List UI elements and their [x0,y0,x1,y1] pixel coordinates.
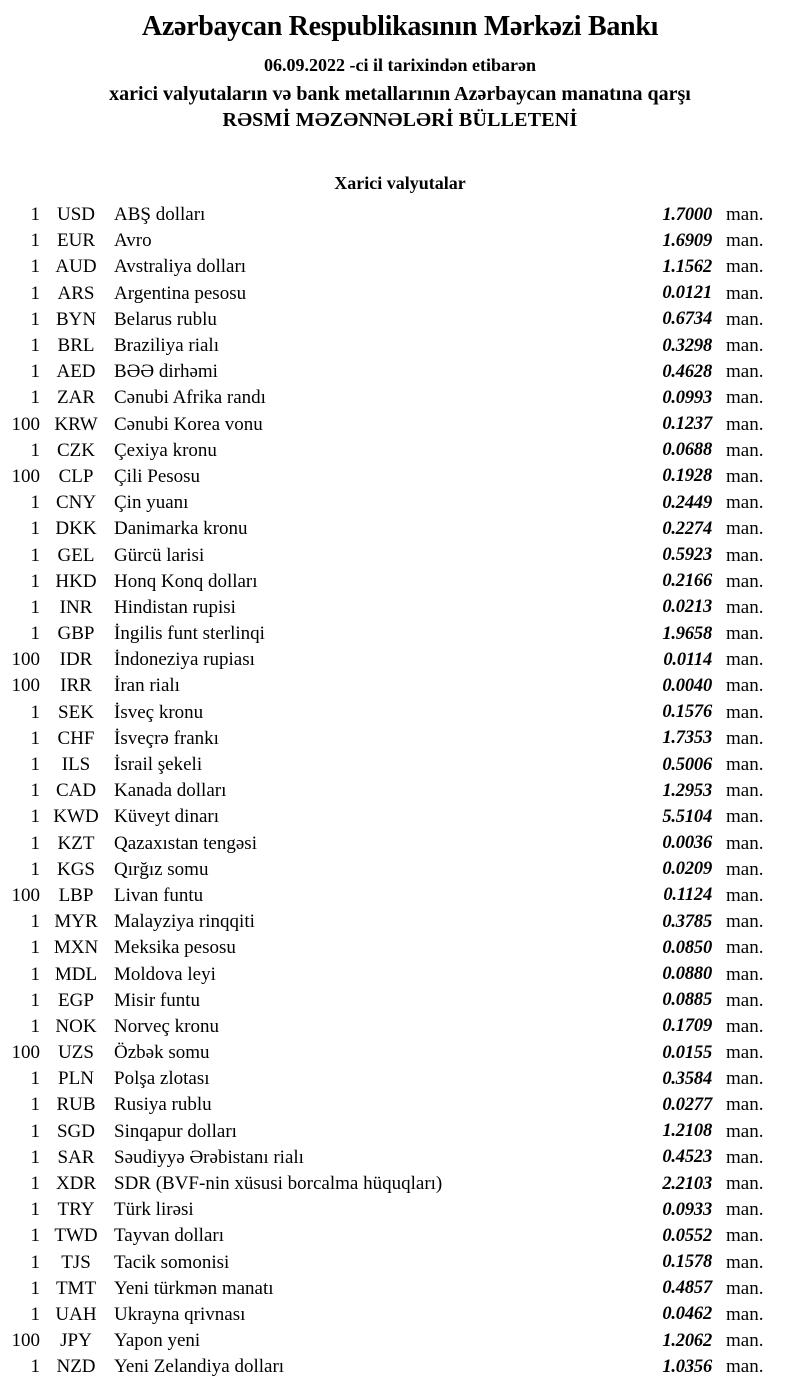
currency-code: KZT [57,832,95,854]
currency-name: Tayvan dolları [114,1225,224,1247]
currency-code: USD [56,204,95,226]
unit-label: man. [726,937,764,959]
unit-label: man. [726,727,764,749]
quantity-value: 1 [30,361,40,383]
currency-code: JPY [60,1330,92,1352]
rate-value: 5.5104 [662,806,712,827]
unit-label: man. [726,256,764,278]
rate-value: 1.2108 [662,1121,712,1142]
unit-label: man. [726,1042,764,1064]
rate-value: 0.4523 [662,1147,712,1168]
rate-row [0,831,800,857]
currency-name: Belarus rublu [114,308,217,330]
rate-value: 1.2953 [662,780,712,801]
rate-value: 1.7353 [662,728,712,749]
rate-value: 0.6734 [662,309,712,330]
rate-row [0,857,800,883]
bulletin-subtitle: xarici valyutaların və bank metallarının Azərbaycan manatına qarşı [109,83,691,105]
quantity-value: 1 [30,544,40,566]
quantity-value: 1 [30,1303,40,1325]
rate-value: 0.0885 [662,990,712,1011]
currency-code: KGS [56,858,95,880]
rate-row [0,1145,800,1171]
rate-value: 0.0933 [662,1199,712,1220]
currency-name: Tacik somonisi [114,1251,230,1273]
currency-name: Hindistan rupisi [114,596,236,618]
currency-name: Türk lirəsi [114,1199,194,1221]
quantity-value: 100 [11,884,40,906]
currency-code: TMT [55,1277,97,1299]
unit-label: man. [726,649,764,671]
currency-code: KWD [53,806,99,828]
quantity-value: 1 [30,439,40,461]
rate-row [0,438,800,464]
unit-label: man. [726,858,764,880]
rate-row [0,1354,800,1377]
currency-name: Səudiyyə Ərəbistanı rialı [114,1146,304,1168]
currency-code: CHF [57,727,95,749]
quantity-value: 1 [30,492,40,514]
unit-label: man. [726,1146,764,1168]
rate-row [0,1066,800,1092]
rate-value: 0.0213 [662,597,712,618]
currency-code: KRW [54,413,98,435]
unit-label: man. [726,335,764,357]
rate-row [0,516,800,542]
quantity-value: 1 [30,1015,40,1037]
rate-row [0,333,800,359]
quantity-value: 1 [30,596,40,618]
rate-row [0,909,800,935]
currency-name: İsveçrə frankı [114,727,219,749]
rate-value: 0.1124 [663,885,712,906]
currency-code: UZS [58,1042,94,1064]
rate-row [0,307,800,333]
unit-label: man. [726,701,764,723]
currency-name: Livan funtu [114,884,204,906]
unit-label: man. [726,387,764,409]
unit-label: man. [726,518,764,540]
currency-name: Yeni türkmən manatı [114,1277,274,1299]
rate-row [0,569,800,595]
rate-value: 1.1562 [662,256,712,277]
currency-name: Polşa zlotası [114,1068,210,1090]
rate-row [0,700,800,726]
rate-value: 1.0356 [662,1356,712,1377]
unit-label: man. [726,754,764,776]
currency-code: ZAR [57,387,95,409]
currency-code: SAR [57,1146,95,1168]
quantity-value: 1 [30,858,40,880]
currency-code: MYR [54,911,98,933]
currency-name: Moldova leyi [114,963,216,985]
currency-code: GBP [57,623,95,645]
unit-label: man. [726,1120,764,1142]
rate-value: 0.0114 [663,649,712,670]
currency-name: Danimarka kronu [114,518,248,540]
rate-value: 0.0993 [662,387,712,408]
unit-label: man. [726,1356,764,1377]
currency-code: GEL [57,544,95,566]
rate-row [0,1014,800,1040]
currency-code: CNY [55,492,97,514]
rate-row [0,1197,800,1223]
rate-row [0,1302,800,1328]
quantity-value: 1 [30,1120,40,1142]
rate-row [0,883,800,909]
quantity-value: 1 [30,1225,40,1247]
currency-code: LBP [58,884,94,906]
rate-row [0,1171,800,1197]
quantity-value: 1 [30,754,40,776]
rate-value: 0.5923 [662,545,712,566]
rate-row [0,752,800,778]
currency-code: CAD [55,780,97,802]
currency-code: MXN [53,937,99,959]
rate-value: 0.1928 [662,466,712,487]
unit-label: man. [726,308,764,330]
effective-date-line: 06.09.2022 -ci il tarixindən etibarən [264,55,536,75]
rate-value: 1.2062 [662,1330,712,1351]
quantity-value: 1 [30,911,40,933]
unit-label: man. [726,570,764,592]
currency-code: EUR [57,230,95,252]
rate-row [0,281,800,307]
unit-label: man. [726,911,764,933]
rate-row [0,778,800,804]
unit-label: man. [726,282,764,304]
currency-name: Küveyt dinarı [114,806,220,828]
quantity-value: 1 [30,1094,40,1116]
rate-value: 0.1576 [662,702,712,723]
unit-label: man. [726,1068,764,1090]
currency-code: CZK [57,439,95,461]
currency-code: PLN [58,1068,94,1090]
rate-value: 0.4857 [662,1278,712,1299]
currency-name: Özbək somu [114,1042,210,1064]
rate-value: 0.0880 [662,964,712,985]
currency-code: DKK [55,518,97,540]
currency-name: Argentina pesosu [114,282,247,304]
unit-label: man. [726,1251,764,1273]
rate-row [0,1040,800,1066]
currency-name: Cənubi Afrika randı [114,387,266,409]
unit-label: man. [726,1225,764,1247]
quantity-value: 1 [30,806,40,828]
rate-value: 0.0121 [662,283,712,304]
currency-code: SEK [58,701,94,723]
unit-label: man. [726,361,764,383]
currency-name: Sinqapur dolları [114,1120,237,1142]
currency-name: Avro [114,230,152,252]
quantity-value: 1 [30,963,40,985]
rate-value: 0.0688 [662,440,712,461]
rate-row [0,202,800,228]
unit-label: man. [726,1330,764,1352]
unit-label: man. [726,492,764,514]
unit-label: man. [726,832,764,854]
rate-value: 0.2449 [662,492,712,513]
currency-code: HKD [55,570,97,592]
quantity-value: 1 [30,570,40,592]
currency-name: Avstraliya dolları [114,256,247,278]
rate-value: 1.7000 [662,204,712,225]
unit-label: man. [726,623,764,645]
currency-name: İsveç kronu [114,701,204,723]
currency-name: Rusiya rublu [114,1094,212,1116]
currency-name: Qırğız somu [114,858,209,880]
rate-row [0,726,800,752]
currency-code: CLP [58,465,94,487]
currency-code: AUD [55,256,97,278]
unit-label: man. [726,675,764,697]
rates-table [0,202,800,1377]
currency-code: INR [59,596,93,618]
currency-name: Ukrayna qrivnası [114,1303,246,1325]
currency-name: Yeni Zelandiya dolları [114,1356,285,1377]
rate-value: 1.6909 [662,230,712,251]
currency-name: BƏƏ dirhəmi [114,361,218,383]
currency-name: SDR (BVF-nin xüsusi borcalma hüquqları) [114,1173,443,1195]
rate-value: 0.5006 [662,754,712,775]
rate-row [0,988,800,1014]
bank-title: Azərbaycan Respublikasının Mərkəzi Bankı [141,11,659,42]
rate-row [0,961,800,987]
rate-row [0,673,800,699]
rate-value: 0.1709 [662,1016,712,1037]
rate-value: 0.2166 [662,571,712,592]
currency-code: NOK [55,1015,97,1037]
rate-row [0,1250,800,1276]
rate-row [0,1328,800,1354]
quantity-value: 100 [11,1042,40,1064]
quantity-value: 100 [11,675,40,697]
unit-label: man. [726,544,764,566]
quantity-value: 1 [30,335,40,357]
rate-value: 0.4628 [662,361,712,382]
currency-code: ARS [57,282,95,304]
currency-name: Braziliya rialı [114,335,219,357]
rate-row [0,359,800,385]
bulletin-name: RƏSMİ MƏZƏNNƏLƏRİ BÜLLETENİ [222,109,578,131]
currency-code: TJS [61,1251,91,1273]
rate-value: 0.3298 [662,335,712,356]
unit-label: man. [726,963,764,985]
quantity-value: 1 [30,1146,40,1168]
currency-name: Çin yuanı [114,492,189,514]
quantity-value: 100 [11,465,40,487]
currency-code: ILS [61,754,91,776]
currency-code: XDR [55,1173,97,1195]
rate-value: 0.3584 [662,1068,712,1089]
rate-row [0,228,800,254]
unit-label: man. [726,989,764,1011]
unit-label: man. [726,1277,764,1299]
quantity-value: 1 [30,832,40,854]
quantity-value: 1 [30,780,40,802]
quantity-value: 1 [30,230,40,252]
currency-name: İsrail şekeli [114,754,203,776]
currency-name: Qazaxıstan tengəsi [114,832,257,854]
quantity-value: 100 [11,413,40,435]
currency-name: Meksika pesosu [114,937,236,959]
unit-label: man. [726,230,764,252]
currency-name: Çili Pesosu [114,465,201,487]
currency-name: Misir funtu [114,989,201,1011]
rate-row [0,542,800,568]
quantity-value: 100 [11,1330,40,1352]
currency-code: UAH [55,1303,97,1325]
rate-row [0,1092,800,1118]
currency-name: Norveç kronu [114,1015,219,1037]
currency-code: TRY [57,1199,95,1221]
currency-code: EGP [58,989,94,1011]
rate-row [0,935,800,961]
rate-row [0,595,800,621]
unit-label: man. [726,1199,764,1221]
rate-value: 2.2103 [662,1173,712,1194]
currency-code: SGD [56,1120,95,1142]
unit-label: man. [726,413,764,435]
unit-label: man. [726,1094,764,1116]
rate-value: 0.0552 [662,1225,712,1246]
quantity-value: 1 [30,1199,40,1221]
rate-row [0,1119,800,1145]
currency-code: NZD [56,1356,96,1377]
quantity-value: 1 [30,1068,40,1090]
quantity-value: 1 [30,204,40,226]
rate-value: 0.0036 [662,833,712,854]
currency-code: RUB [56,1094,96,1116]
currency-name: Kanada dolları [114,780,227,802]
quantity-value: 1 [30,937,40,959]
unit-label: man. [726,1173,764,1195]
rate-row [0,254,800,280]
unit-label: man. [726,596,764,618]
quantity-value: 1 [30,1173,40,1195]
quantity-value: 1 [30,701,40,723]
currency-code: IDR [59,649,93,671]
currency-code: BRL [57,335,95,357]
currency-name: Çexiya kronu [114,439,217,461]
rate-value: 0.1237 [662,414,712,435]
quantity-value: 1 [30,308,40,330]
rate-row [0,804,800,830]
rate-value: 0.0155 [662,1042,712,1063]
rate-row [0,412,800,438]
unit-label: man. [726,439,764,461]
unit-label: man. [726,780,764,802]
rate-value: 0.0209 [662,859,712,880]
rate-value: 1.9658 [662,623,712,644]
currency-name: İndoneziya rupiası [114,649,255,671]
rate-value: 0.0850 [662,937,712,958]
unit-label: man. [726,204,764,226]
quantity-value: 1 [30,1277,40,1299]
bulletin-header [0,10,800,132]
quantity-value: 1 [30,518,40,540]
quantity-value: 1 [30,1251,40,1273]
currency-code: AED [56,361,96,383]
rate-value: 0.3785 [662,911,712,932]
rate-value: 0.0462 [662,1304,712,1325]
currency-name: Honq Konq dolları [114,570,258,592]
currency-name: İngilis funt sterlinqi [114,623,265,645]
quantity-value: 1 [30,282,40,304]
rate-row [0,1223,800,1249]
rate-row [0,490,800,516]
rate-row [0,385,800,411]
currency-name: Malayziya rinqqiti [114,911,255,933]
rate-row [0,647,800,673]
unit-label: man. [726,465,764,487]
rate-value: 0.0277 [662,1094,712,1115]
quantity-value: 1 [30,623,40,645]
currency-code: IRR [60,675,92,697]
quantity-value: 1 [30,727,40,749]
currency-code: BYN [55,308,97,330]
section-title-foreign-currencies: Xarici valyutalar [334,173,466,193]
quantity-value: 1 [30,387,40,409]
unit-label: man. [726,806,764,828]
rate-row [0,1276,800,1302]
rate-row [0,464,800,490]
currency-name: ABŞ dolları [114,204,206,226]
currency-name: Yapon yeni [114,1330,201,1352]
unit-label: man. [726,884,764,906]
currency-name: İran rialı [114,675,180,697]
currency-name: Gürcü larisi [114,544,205,566]
unit-label: man. [726,1015,764,1037]
unit-label: man. [726,1303,764,1325]
rate-value: 0.1578 [662,1252,712,1273]
currency-code: TWD [54,1225,98,1247]
quantity-value: 100 [11,649,40,671]
rate-value: 0.2274 [662,518,712,539]
currency-name: Cənubi Korea vonu [114,413,263,435]
quantity-value: 1 [30,989,40,1011]
quantity-value: 1 [30,256,40,278]
rate-row [0,621,800,647]
quantity-value: 1 [30,1356,40,1377]
rate-value: 0.0040 [662,675,712,696]
currency-code: MDL [54,963,98,985]
